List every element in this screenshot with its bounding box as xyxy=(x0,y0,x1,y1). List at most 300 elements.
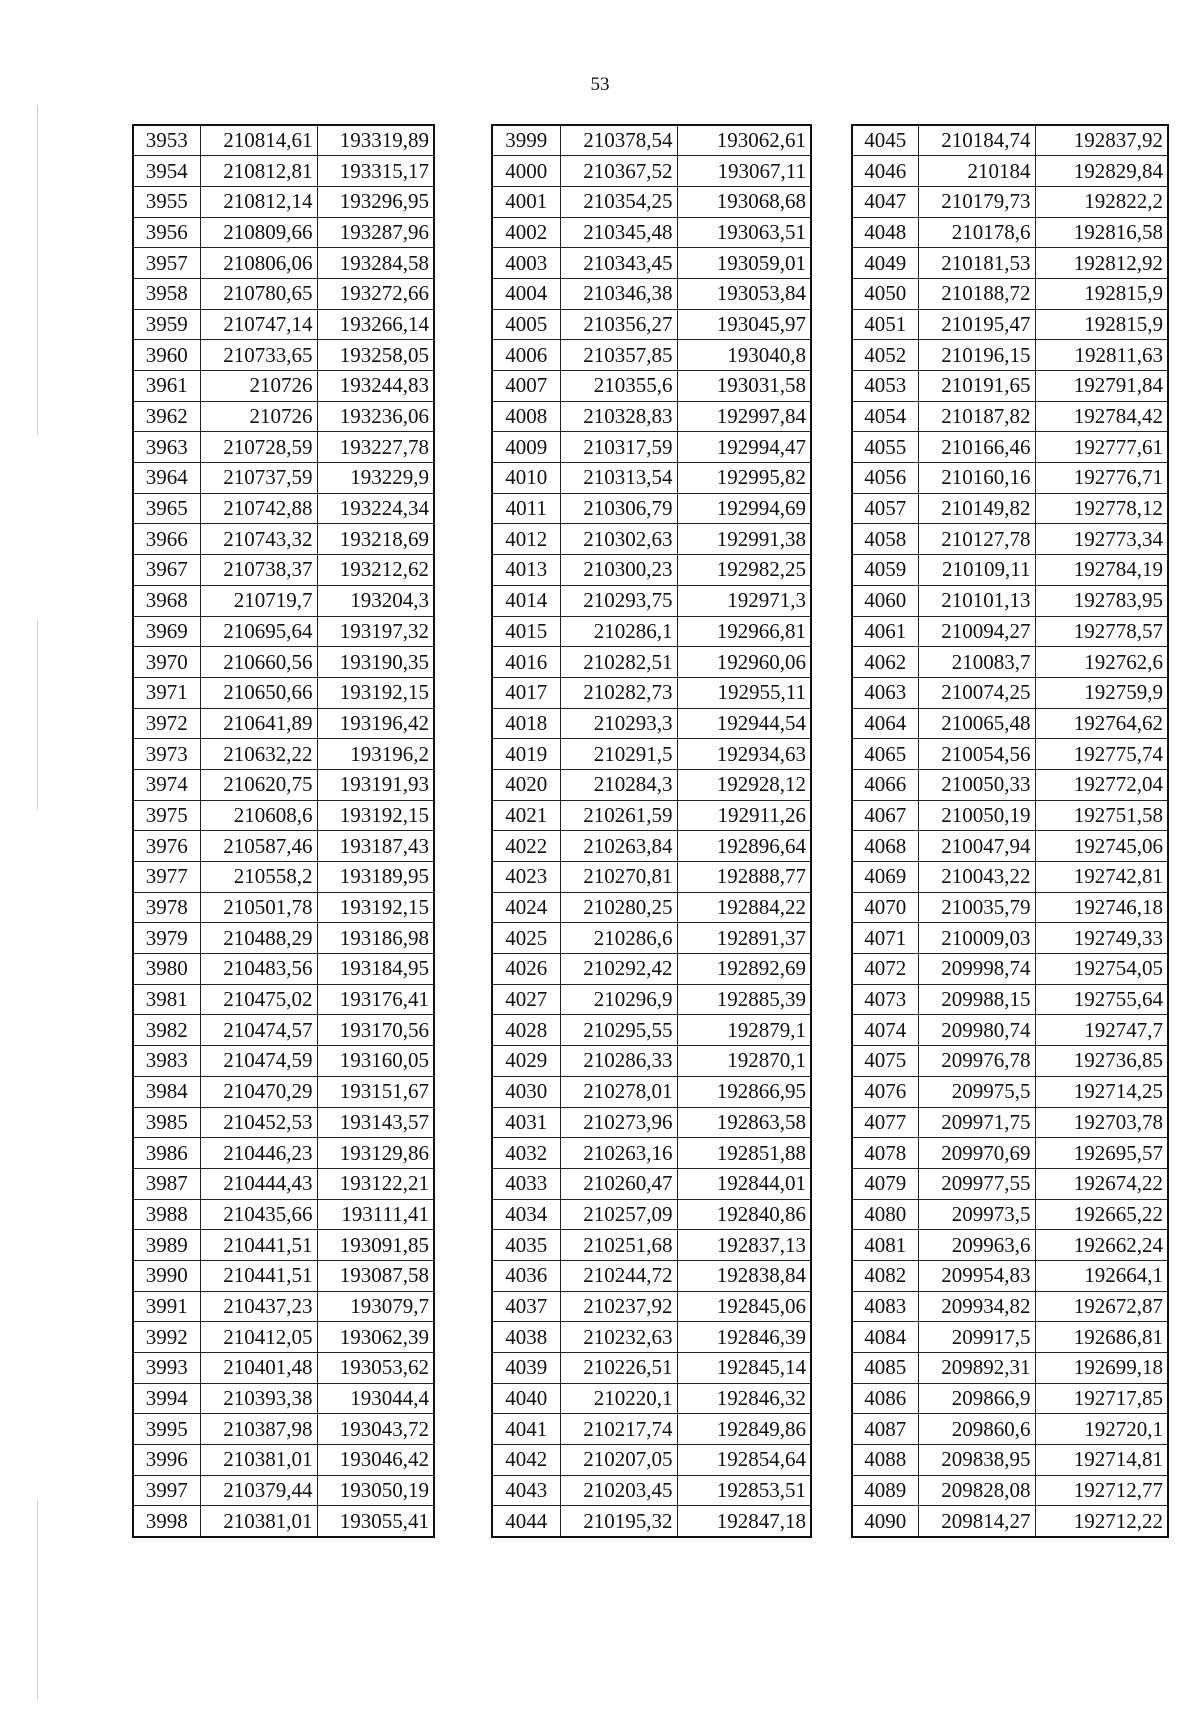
margin-mark xyxy=(37,1500,38,1700)
point-number-cell: 4045 xyxy=(852,125,918,156)
y-coordinate-cell: 193287,96 xyxy=(317,217,434,248)
table-row xyxy=(852,800,1168,831)
table-row xyxy=(492,1383,811,1414)
x-coordinate-cell: 210220,1 xyxy=(560,1383,677,1414)
point-number-cell: 4019 xyxy=(492,739,560,770)
y-coordinate-cell: 193296,95 xyxy=(317,186,434,217)
x-coordinate-cell: 209838,95 xyxy=(918,1445,1035,1476)
y-coordinate-cell: 192811,63 xyxy=(1035,340,1168,371)
x-coordinate-cell: 210109,11 xyxy=(918,555,1035,586)
x-coordinate-cell: 210251,68 xyxy=(560,1230,677,1261)
y-coordinate-cell: 192997,84 xyxy=(677,401,811,432)
x-coordinate-cell: 210280,25 xyxy=(560,892,677,923)
point-number-cell: 3993 xyxy=(133,1353,200,1384)
point-number-cell: 4084 xyxy=(852,1322,918,1353)
y-coordinate-cell: 192749,33 xyxy=(1035,923,1168,954)
point-number-cell: 3975 xyxy=(133,800,200,831)
y-coordinate-cell: 192717,85 xyxy=(1035,1383,1168,1414)
point-number-cell: 4074 xyxy=(852,1015,918,1046)
table-row xyxy=(133,217,434,248)
table-row xyxy=(133,1291,434,1322)
table-row xyxy=(852,1475,1168,1506)
table-row xyxy=(492,309,811,340)
y-coordinate-cell: 192815,9 xyxy=(1035,309,1168,340)
point-number-cell: 3954 xyxy=(133,156,200,187)
table-row xyxy=(492,493,811,524)
point-number-cell: 4030 xyxy=(492,1076,560,1107)
y-coordinate-cell: 192776,71 xyxy=(1035,463,1168,494)
x-coordinate-cell: 210641,89 xyxy=(200,708,317,739)
table-row xyxy=(133,1138,434,1169)
table-row xyxy=(492,616,811,647)
x-coordinate-cell: 210293,3 xyxy=(560,708,677,739)
table-row xyxy=(133,432,434,463)
point-number-cell: 3991 xyxy=(133,1291,200,1322)
point-number-cell: 4013 xyxy=(492,555,560,586)
point-number-cell: 3961 xyxy=(133,371,200,402)
y-coordinate-cell: 193055,41 xyxy=(317,1506,434,1537)
x-coordinate-cell: 210207,05 xyxy=(560,1445,677,1476)
y-coordinate-cell: 192712,22 xyxy=(1035,1506,1168,1537)
x-coordinate-cell: 210291,5 xyxy=(560,739,677,770)
y-coordinate-cell: 192712,77 xyxy=(1035,1475,1168,1506)
x-coordinate-cell: 209954,83 xyxy=(918,1260,1035,1291)
x-coordinate-cell: 210184,74 xyxy=(918,125,1035,156)
y-coordinate-cell: 192854,64 xyxy=(677,1445,811,1476)
x-coordinate-cell: 210812,81 xyxy=(200,156,317,187)
x-coordinate-cell: 209988,15 xyxy=(918,984,1035,1015)
x-coordinate-cell: 210217,74 xyxy=(560,1414,677,1445)
x-coordinate-cell: 210270,81 xyxy=(560,862,677,893)
point-number-cell: 4024 xyxy=(492,892,560,923)
x-coordinate-cell: 210474,59 xyxy=(200,1046,317,1077)
y-coordinate-cell: 193087,58 xyxy=(317,1260,434,1291)
y-coordinate-cell: 192955,11 xyxy=(677,677,811,708)
x-coordinate-cell: 210083,7 xyxy=(918,647,1035,678)
margin-mark xyxy=(37,620,38,810)
table-row xyxy=(492,892,811,923)
y-coordinate-cell: 193129,86 xyxy=(317,1138,434,1169)
point-number-cell: 4023 xyxy=(492,862,560,893)
point-number-cell: 3973 xyxy=(133,739,200,770)
point-number-cell: 3988 xyxy=(133,1199,200,1230)
table-row xyxy=(133,1383,434,1414)
y-coordinate-cell: 193040,8 xyxy=(677,340,811,371)
y-coordinate-cell: 193186,98 xyxy=(317,923,434,954)
table-row xyxy=(492,1475,811,1506)
y-coordinate-cell: 192686,81 xyxy=(1035,1322,1168,1353)
x-coordinate-cell: 210306,79 xyxy=(560,493,677,524)
table-row xyxy=(852,769,1168,800)
y-coordinate-cell: 192746,18 xyxy=(1035,892,1168,923)
y-coordinate-cell: 192672,87 xyxy=(1035,1291,1168,1322)
table-row xyxy=(492,923,811,954)
y-coordinate-cell: 193050,19 xyxy=(317,1475,434,1506)
coordinate-table-2 xyxy=(491,124,812,1538)
x-coordinate-cell: 210475,02 xyxy=(200,984,317,1015)
table-row xyxy=(852,1107,1168,1138)
y-coordinate-cell: 193284,58 xyxy=(317,248,434,279)
x-coordinate-cell: 210184 xyxy=(918,156,1035,187)
table-row xyxy=(492,340,811,371)
x-coordinate-cell: 210446,23 xyxy=(200,1138,317,1169)
table-row xyxy=(852,1445,1168,1476)
point-number-cell: 3953 xyxy=(133,125,200,156)
table-row xyxy=(133,248,434,279)
point-number-cell: 3956 xyxy=(133,217,200,248)
x-coordinate-cell: 210282,73 xyxy=(560,677,677,708)
point-number-cell: 3980 xyxy=(133,954,200,985)
point-number-cell: 4021 xyxy=(492,800,560,831)
y-coordinate-cell: 193068,68 xyxy=(677,186,811,217)
table-row xyxy=(133,984,434,1015)
x-coordinate-cell: 210742,88 xyxy=(200,493,317,524)
y-coordinate-cell: 193258,05 xyxy=(317,340,434,371)
table-row xyxy=(852,1230,1168,1261)
point-number-cell: 4031 xyxy=(492,1107,560,1138)
point-number-cell: 4032 xyxy=(492,1138,560,1169)
x-coordinate-cell: 210317,59 xyxy=(560,432,677,463)
table-row xyxy=(852,1046,1168,1077)
point-number-cell: 3967 xyxy=(133,555,200,586)
table-row xyxy=(852,708,1168,739)
x-coordinate-cell: 210187,82 xyxy=(918,401,1035,432)
y-coordinate-cell: 193227,78 xyxy=(317,432,434,463)
x-coordinate-cell: 210354,25 xyxy=(560,186,677,217)
point-number-cell: 4043 xyxy=(492,1475,560,1506)
table-row xyxy=(492,463,811,494)
y-coordinate-cell: 192759,9 xyxy=(1035,677,1168,708)
table-row xyxy=(492,125,811,156)
table-row xyxy=(492,954,811,985)
x-coordinate-cell: 210160,16 xyxy=(918,463,1035,494)
table-row xyxy=(133,463,434,494)
x-coordinate-cell: 210381,01 xyxy=(200,1445,317,1476)
table-row xyxy=(492,1506,811,1537)
table-row xyxy=(133,1015,434,1046)
x-coordinate-cell: 210452,53 xyxy=(200,1107,317,1138)
y-coordinate-cell: 193315,17 xyxy=(317,156,434,187)
point-number-cell: 4029 xyxy=(492,1046,560,1077)
y-coordinate-cell: 193067,11 xyxy=(677,156,811,187)
point-number-cell: 4081 xyxy=(852,1230,918,1261)
table-row xyxy=(133,1046,434,1077)
x-coordinate-cell: 210300,23 xyxy=(560,555,677,586)
point-number-cell: 4036 xyxy=(492,1260,560,1291)
point-number-cell: 4051 xyxy=(852,309,918,340)
y-coordinate-cell: 192849,86 xyxy=(677,1414,811,1445)
x-coordinate-cell: 210355,6 xyxy=(560,371,677,402)
point-number-cell: 4060 xyxy=(852,585,918,616)
point-number-cell: 3996 xyxy=(133,1445,200,1476)
table-row xyxy=(133,954,434,985)
x-coordinate-cell: 210166,46 xyxy=(918,432,1035,463)
table-row xyxy=(492,524,811,555)
x-coordinate-cell: 210738,37 xyxy=(200,555,317,586)
y-coordinate-cell: 192846,39 xyxy=(677,1322,811,1353)
point-number-cell: 3987 xyxy=(133,1168,200,1199)
x-coordinate-cell: 210149,82 xyxy=(918,493,1035,524)
point-number-cell: 4022 xyxy=(492,831,560,862)
y-coordinate-cell: 192838,84 xyxy=(677,1260,811,1291)
table-row xyxy=(133,371,434,402)
y-coordinate-cell: 192994,47 xyxy=(677,432,811,463)
x-coordinate-cell: 210292,42 xyxy=(560,954,677,985)
point-number-cell: 3984 xyxy=(133,1076,200,1107)
point-number-cell: 3962 xyxy=(133,401,200,432)
table-row xyxy=(852,739,1168,770)
table-row xyxy=(852,892,1168,923)
y-coordinate-cell: 193184,95 xyxy=(317,954,434,985)
coordinate-table-1 xyxy=(132,124,435,1538)
x-coordinate-cell: 210726 xyxy=(200,401,317,432)
y-coordinate-cell: 193189,95 xyxy=(317,862,434,893)
x-coordinate-cell: 210501,78 xyxy=(200,892,317,923)
point-number-cell: 4048 xyxy=(852,217,918,248)
point-number-cell: 4010 xyxy=(492,463,560,494)
x-coordinate-cell: 210226,51 xyxy=(560,1353,677,1384)
y-coordinate-cell: 193053,84 xyxy=(677,278,811,309)
x-coordinate-cell: 210695,64 xyxy=(200,616,317,647)
point-number-cell: 4069 xyxy=(852,862,918,893)
x-coordinate-cell: 210286,1 xyxy=(560,616,677,647)
table-row xyxy=(133,831,434,862)
point-number-cell: 4052 xyxy=(852,340,918,371)
x-coordinate-cell: 209814,27 xyxy=(918,1506,1035,1537)
point-number-cell: 4067 xyxy=(852,800,918,831)
y-coordinate-cell: 192911,26 xyxy=(677,800,811,831)
table-row xyxy=(133,1260,434,1291)
x-coordinate-cell: 210260,47 xyxy=(560,1168,677,1199)
point-number-cell: 4014 xyxy=(492,585,560,616)
point-number-cell: 4065 xyxy=(852,739,918,770)
x-coordinate-cell: 210295,55 xyxy=(560,1015,677,1046)
y-coordinate-cell: 192747,7 xyxy=(1035,1015,1168,1046)
x-coordinate-cell: 210035,79 xyxy=(918,892,1035,923)
table-row xyxy=(133,1475,434,1506)
point-number-cell: 4004 xyxy=(492,278,560,309)
y-coordinate-cell: 193151,67 xyxy=(317,1076,434,1107)
point-number-cell: 4072 xyxy=(852,954,918,985)
y-coordinate-cell: 192812,92 xyxy=(1035,248,1168,279)
y-coordinate-cell: 192829,84 xyxy=(1035,156,1168,187)
point-number-cell: 3963 xyxy=(133,432,200,463)
y-coordinate-cell: 193236,06 xyxy=(317,401,434,432)
y-coordinate-cell: 193197,32 xyxy=(317,616,434,647)
y-coordinate-cell: 193191,93 xyxy=(317,769,434,800)
x-coordinate-cell: 210094,27 xyxy=(918,616,1035,647)
x-coordinate-cell: 210737,59 xyxy=(200,463,317,494)
y-coordinate-cell: 192699,18 xyxy=(1035,1353,1168,1384)
table-row xyxy=(492,1322,811,1353)
y-coordinate-cell: 192714,81 xyxy=(1035,1445,1168,1476)
table-row xyxy=(852,278,1168,309)
y-coordinate-cell: 192695,57 xyxy=(1035,1138,1168,1169)
x-coordinate-cell: 210747,14 xyxy=(200,309,317,340)
table-row xyxy=(852,371,1168,402)
table-row xyxy=(492,585,811,616)
x-coordinate-cell: 209892,31 xyxy=(918,1353,1035,1384)
y-coordinate-cell: 192879,1 xyxy=(677,1015,811,1046)
y-coordinate-cell: 192791,84 xyxy=(1035,371,1168,402)
y-coordinate-cell: 193192,15 xyxy=(317,892,434,923)
point-number-cell: 4044 xyxy=(492,1506,560,1537)
table-row xyxy=(133,769,434,800)
point-number-cell: 4018 xyxy=(492,708,560,739)
point-number-cell: 4011 xyxy=(492,493,560,524)
point-number-cell: 4054 xyxy=(852,401,918,432)
point-number-cell: 3983 xyxy=(133,1046,200,1077)
y-coordinate-cell: 192784,42 xyxy=(1035,401,1168,432)
point-number-cell: 4076 xyxy=(852,1076,918,1107)
table-row xyxy=(133,1107,434,1138)
point-number-cell: 4056 xyxy=(852,463,918,494)
x-coordinate-cell: 210286,6 xyxy=(560,923,677,954)
y-coordinate-cell: 192778,12 xyxy=(1035,493,1168,524)
y-coordinate-cell: 192982,25 xyxy=(677,555,811,586)
x-coordinate-cell: 210195,47 xyxy=(918,309,1035,340)
page-number: 53 xyxy=(590,74,610,95)
y-coordinate-cell: 192754,05 xyxy=(1035,954,1168,985)
point-number-cell: 3978 xyxy=(133,892,200,923)
x-coordinate-cell: 210179,73 xyxy=(918,186,1035,217)
x-coordinate-cell: 210009,03 xyxy=(918,923,1035,954)
point-number-cell: 4088 xyxy=(852,1445,918,1476)
y-coordinate-cell: 192888,77 xyxy=(677,862,811,893)
table-row xyxy=(492,186,811,217)
point-number-cell: 3970 xyxy=(133,647,200,678)
table-row xyxy=(133,708,434,739)
table-row xyxy=(852,156,1168,187)
table-row xyxy=(492,1107,811,1138)
y-coordinate-cell: 192884,22 xyxy=(677,892,811,923)
table-row xyxy=(852,555,1168,586)
y-coordinate-cell: 193062,61 xyxy=(677,125,811,156)
table-row xyxy=(852,186,1168,217)
table-row xyxy=(492,1168,811,1199)
x-coordinate-cell: 210650,66 xyxy=(200,677,317,708)
point-number-cell: 3997 xyxy=(133,1475,200,1506)
x-coordinate-cell: 209828,08 xyxy=(918,1475,1035,1506)
x-coordinate-cell: 210273,96 xyxy=(560,1107,677,1138)
point-number-cell: 3958 xyxy=(133,278,200,309)
point-number-cell: 4063 xyxy=(852,677,918,708)
table-row xyxy=(492,1015,811,1046)
x-coordinate-cell: 210474,57 xyxy=(200,1015,317,1046)
table-row xyxy=(492,555,811,586)
table-row xyxy=(133,862,434,893)
x-coordinate-cell: 210367,52 xyxy=(560,156,677,187)
margin-mark xyxy=(37,105,38,435)
table-row xyxy=(492,1260,811,1291)
y-coordinate-cell: 193196,42 xyxy=(317,708,434,739)
table-row xyxy=(492,401,811,432)
table-row xyxy=(133,800,434,831)
x-coordinate-cell: 209970,69 xyxy=(918,1138,1035,1169)
y-coordinate-cell: 193091,85 xyxy=(317,1230,434,1261)
x-coordinate-cell: 210313,54 xyxy=(560,463,677,494)
point-number-cell: 3972 xyxy=(133,708,200,739)
x-coordinate-cell: 210195,32 xyxy=(560,1506,677,1537)
y-coordinate-cell: 192896,64 xyxy=(677,831,811,862)
table-row xyxy=(133,1168,434,1199)
x-coordinate-cell: 210286,33 xyxy=(560,1046,677,1077)
point-number-cell: 3995 xyxy=(133,1414,200,1445)
x-coordinate-cell: 209934,82 xyxy=(918,1291,1035,1322)
point-number-cell: 4042 xyxy=(492,1445,560,1476)
y-coordinate-cell: 192815,9 xyxy=(1035,278,1168,309)
y-coordinate-cell: 192751,58 xyxy=(1035,800,1168,831)
x-coordinate-cell: 210441,51 xyxy=(200,1260,317,1291)
x-coordinate-cell: 210065,48 xyxy=(918,708,1035,739)
y-coordinate-cell: 193192,15 xyxy=(317,800,434,831)
x-coordinate-cell: 210812,14 xyxy=(200,186,317,217)
point-number-cell: 4059 xyxy=(852,555,918,586)
point-number-cell: 3986 xyxy=(133,1138,200,1169)
point-number-cell: 4066 xyxy=(852,769,918,800)
x-coordinate-cell: 210608,6 xyxy=(200,800,317,831)
y-coordinate-cell: 193053,62 xyxy=(317,1353,434,1384)
point-number-cell: 4026 xyxy=(492,954,560,985)
x-coordinate-cell: 210620,75 xyxy=(200,769,317,800)
y-coordinate-cell: 192775,74 xyxy=(1035,739,1168,770)
x-coordinate-cell: 210726 xyxy=(200,371,317,402)
table-row xyxy=(492,831,811,862)
point-number-cell: 3977 xyxy=(133,862,200,893)
y-coordinate-cell: 192853,51 xyxy=(677,1475,811,1506)
x-coordinate-cell: 210181,53 xyxy=(918,248,1035,279)
table-row xyxy=(852,493,1168,524)
y-coordinate-cell: 193160,05 xyxy=(317,1046,434,1077)
x-coordinate-cell: 210050,33 xyxy=(918,769,1035,800)
y-coordinate-cell: 192960,06 xyxy=(677,647,811,678)
point-number-cell: 3994 xyxy=(133,1383,200,1414)
y-coordinate-cell: 192764,62 xyxy=(1035,708,1168,739)
x-coordinate-cell: 210043,22 xyxy=(918,862,1035,893)
x-coordinate-cell: 210435,66 xyxy=(200,1199,317,1230)
y-coordinate-cell: 192664,1 xyxy=(1035,1260,1168,1291)
table-row xyxy=(852,647,1168,678)
table-row xyxy=(133,401,434,432)
table-row xyxy=(852,1015,1168,1046)
point-number-cell: 4020 xyxy=(492,769,560,800)
x-coordinate-cell: 209975,5 xyxy=(918,1076,1035,1107)
point-number-cell: 4078 xyxy=(852,1138,918,1169)
x-coordinate-cell: 209977,55 xyxy=(918,1168,1035,1199)
y-coordinate-cell: 192720,1 xyxy=(1035,1414,1168,1445)
table-row xyxy=(133,186,434,217)
point-number-cell: 4028 xyxy=(492,1015,560,1046)
x-coordinate-cell: 210328,83 xyxy=(560,401,677,432)
x-coordinate-cell: 210441,51 xyxy=(200,1230,317,1261)
x-coordinate-cell: 210437,23 xyxy=(200,1291,317,1322)
x-coordinate-cell: 210278,01 xyxy=(560,1076,677,1107)
y-coordinate-cell: 192846,32 xyxy=(677,1383,811,1414)
y-coordinate-cell: 192742,81 xyxy=(1035,862,1168,893)
table-row xyxy=(492,984,811,1015)
table-row xyxy=(852,1506,1168,1537)
x-coordinate-cell: 210296,9 xyxy=(560,984,677,1015)
y-coordinate-cell: 192995,82 xyxy=(677,463,811,494)
table-row xyxy=(133,616,434,647)
point-number-cell: 3955 xyxy=(133,186,200,217)
table-row xyxy=(133,156,434,187)
point-number-cell: 4082 xyxy=(852,1260,918,1291)
y-coordinate-cell: 192844,01 xyxy=(677,1168,811,1199)
y-coordinate-cell: 193204,3 xyxy=(317,585,434,616)
point-number-cell: 4079 xyxy=(852,1168,918,1199)
y-coordinate-cell: 192745,06 xyxy=(1035,831,1168,862)
